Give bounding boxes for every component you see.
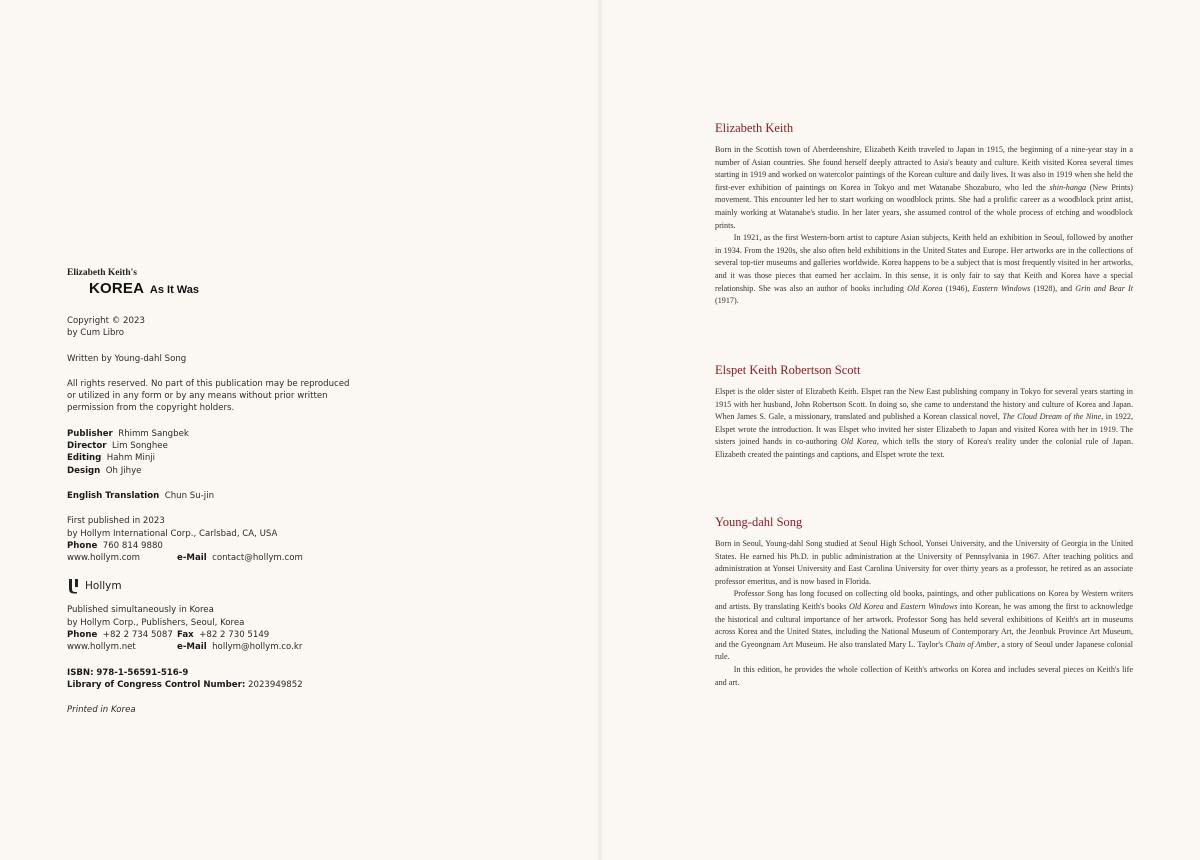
fax-number: +82 2 730 5149 (199, 630, 270, 641)
email-address: hollym@hollym.co.kr (212, 642, 303, 653)
bio-paragraph: Born in the Scottish town of Aberdeenshire, Elizabeth Keith traveled to Japan in 1915, the beginning of a nine-year stay in a number of Asian countries. She found herself deeply attracted to Asia's beauty and culture. Keith visited Korea several times starting in 1919 and worked on watercolor paintings of the Korean culture and daily lives. It was also in 1919 when she held the first-ever exhibition of paintings on Korea in Tokyo and met Watanabe Shozaburo, who led the shin-hanga (New Prints) movement. This encounter led her to start working on woodblock prints. She had a prolific career as a woodblock print artist, mainly working at Watanabe's studio. In her later years, she assumed control of the whole process of etching and woodblock prints. (715, 145, 1134, 230)
phone-label: Phone (67, 540, 98, 551)
bio-paragraph: In 1921, as the first Western-born artist to capture Asian subjects, Keith held an exhibition in Seoul, followed by another in 1934. From the 1920s, she also often held exhibitions in the United States and Europe. Her artworks are in the collections of several top-tier museums and galleries worldwide. Korea happens to be a subject that is most frequently visited in her artworks, and it was those pieces that earned her acclaim. In this sense, it is only fair to say that Keith and Korea have a special relationship. She was also an author of books including Old Korea (1946), Eastern Windows (1928), and Grin and Bear It (1917). (715, 233, 1134, 306)
isbn-value: 978-1-56591-516-9 (96, 667, 189, 678)
rights-block (67, 378, 367, 415)
title-main: KOREA (89, 280, 145, 297)
phone-number: +82 2 734 5087 (102, 630, 173, 641)
written-by: Written by Young-dahl Song (67, 353, 187, 364)
title-super: Elizabeth Keith's (67, 268, 137, 278)
copyright-block (67, 315, 367, 340)
translation-label: English Translation (67, 490, 160, 501)
credit-role: Publisher (67, 428, 113, 439)
title-sub: As It Was (149, 284, 200, 296)
korea-edition-block (67, 604, 367, 653)
bio-paragraph: Born in Seoul, Young-dahl Song studied at Seoul High School, Yonsei University, and the University of Georgia in the United States. He earned his Ph.D. in public administration at the University of Pennsylvania in 1967. After teaching politics and administration at Yonsei University and East Carolina University for over thirty years as a professor, he retired as an associate professor emeritus, and is now based in Florida. (715, 539, 1133, 586)
email-address: contact@hollym.com (212, 553, 303, 564)
email-label: e-Mail (177, 642, 207, 653)
bio-heading: Elspet Keith Robertson Scott (715, 363, 861, 377)
bio-paragraph: Professor Song has long focused on collecting old books, paintings, and other publications on Korea by Western writers and artists. By translating Keith's books Old Korea and Eastern Windows into Korean, he was among the first to acknowledge the historical and cultural importance of her artwork. Professor Song has held several exhibitions of Keith's art in museums across Korea and the United States, including the National Museum of Contemporary Art, the Jeonbuk Province Art Museum, and the Gyeongnam Art Museum. He also translated Mary L. Taylor's Chain of Amber, a story of Seoul under Japanese colonial rule. (715, 589, 1134, 662)
publisher-address: by Hollym International Corp., Carlsbad, CA, USA (67, 528, 278, 539)
bio-paragraph: Elspet is the older sister of Elizabeth Keith. Elspet ran the New East publishing company in Tokyo for several years starting in 1915 with her husband, John Robertson Scott. In doing so, she came to understand the history and culture of Korea and Japan. When James S. Gale, a missionary, translated and published a Korean classical novel, The Cloud Dream of the Nine, in 1922, Elspet wrote the introduction. It was Elspet who invited her sister Elizabeth to Japan and visited Korea with her in 1919. The sisters joined hands in co-authoring Old Korea, which tells the story of Korea's reality under the colonial rule of Japan. Elizabeth created the paintings and captions, and Elspet wrote the text. (715, 387, 1133, 459)
copyright-holder: by Cum Libro (67, 328, 125, 339)
isbn-label: ISBN: (67, 667, 94, 678)
credit-role: Design (67, 465, 101, 476)
first-published-block (67, 515, 367, 564)
credit-name: Oh Jihye (105, 465, 142, 476)
rights-line: or utilized in any form or by any means without prior written (67, 391, 328, 402)
bio-heading: Young-dahl Song (715, 515, 803, 529)
printed-in: Printed in Korea (67, 705, 136, 716)
credit-editing (67, 452, 367, 464)
korea-published-line: Published simultaneously in Korea (67, 605, 214, 616)
credit-name: Lim Songhee (111, 441, 168, 452)
page-gutter (596, 0, 604, 860)
bio-elizabeth-keith (715, 121, 1133, 308)
credits-block (67, 428, 367, 477)
book-title (89, 280, 367, 300)
loc-label: Library of Congress Control Number: (67, 679, 246, 690)
credit-role: Director (67, 441, 107, 452)
bio-heading: Elizabeth Keith (715, 121, 794, 135)
website-link: www.hollym.net (67, 642, 136, 653)
bio-paragraph: In this edition, he provides the whole collection of Keith's artworks on Korea and includes several pieces on Keith's life and art. (715, 664, 1133, 687)
isbn-block (67, 667, 367, 692)
credit-design (67, 465, 367, 477)
logo-text: Hollym (85, 580, 122, 593)
bio-young-dahl-song (715, 515, 1133, 689)
first-published-line: First published in 2023 (67, 516, 165, 527)
credit-publisher (67, 428, 367, 440)
email-label: e-Mail (177, 553, 207, 564)
translation-block (67, 490, 367, 502)
credit-name: Rhimm Sangbek (118, 428, 189, 439)
korea-publisher-address: by Hollym Corp., Publishers, Seoul, Korea (67, 617, 245, 628)
phone-label: Phone (67, 630, 98, 641)
website-link: www.hollym.com (67, 553, 141, 564)
rights-line: All rights reserved. No part of this publication may be reproduced (67, 378, 350, 389)
hollym-logo (67, 578, 367, 594)
phone-number: 760 814 9880 (102, 540, 163, 551)
copyright-line: Copyright © 2023 (67, 316, 145, 326)
credit-director (67, 440, 367, 452)
hollym-logo-icon (67, 578, 80, 594)
credit-name: Hahm Minji (106, 453, 156, 464)
copyright-page (67, 268, 367, 717)
rights-line: permission from the copyright holders. (67, 403, 235, 414)
loc-value: 2023949852 (248, 679, 303, 690)
bio-elspet-scott (715, 363, 1133, 462)
fax-label: Fax (177, 630, 194, 641)
translation-name: Chun Su-jin (164, 490, 215, 501)
author-block (67, 353, 367, 365)
credit-role: Editing (67, 453, 102, 464)
